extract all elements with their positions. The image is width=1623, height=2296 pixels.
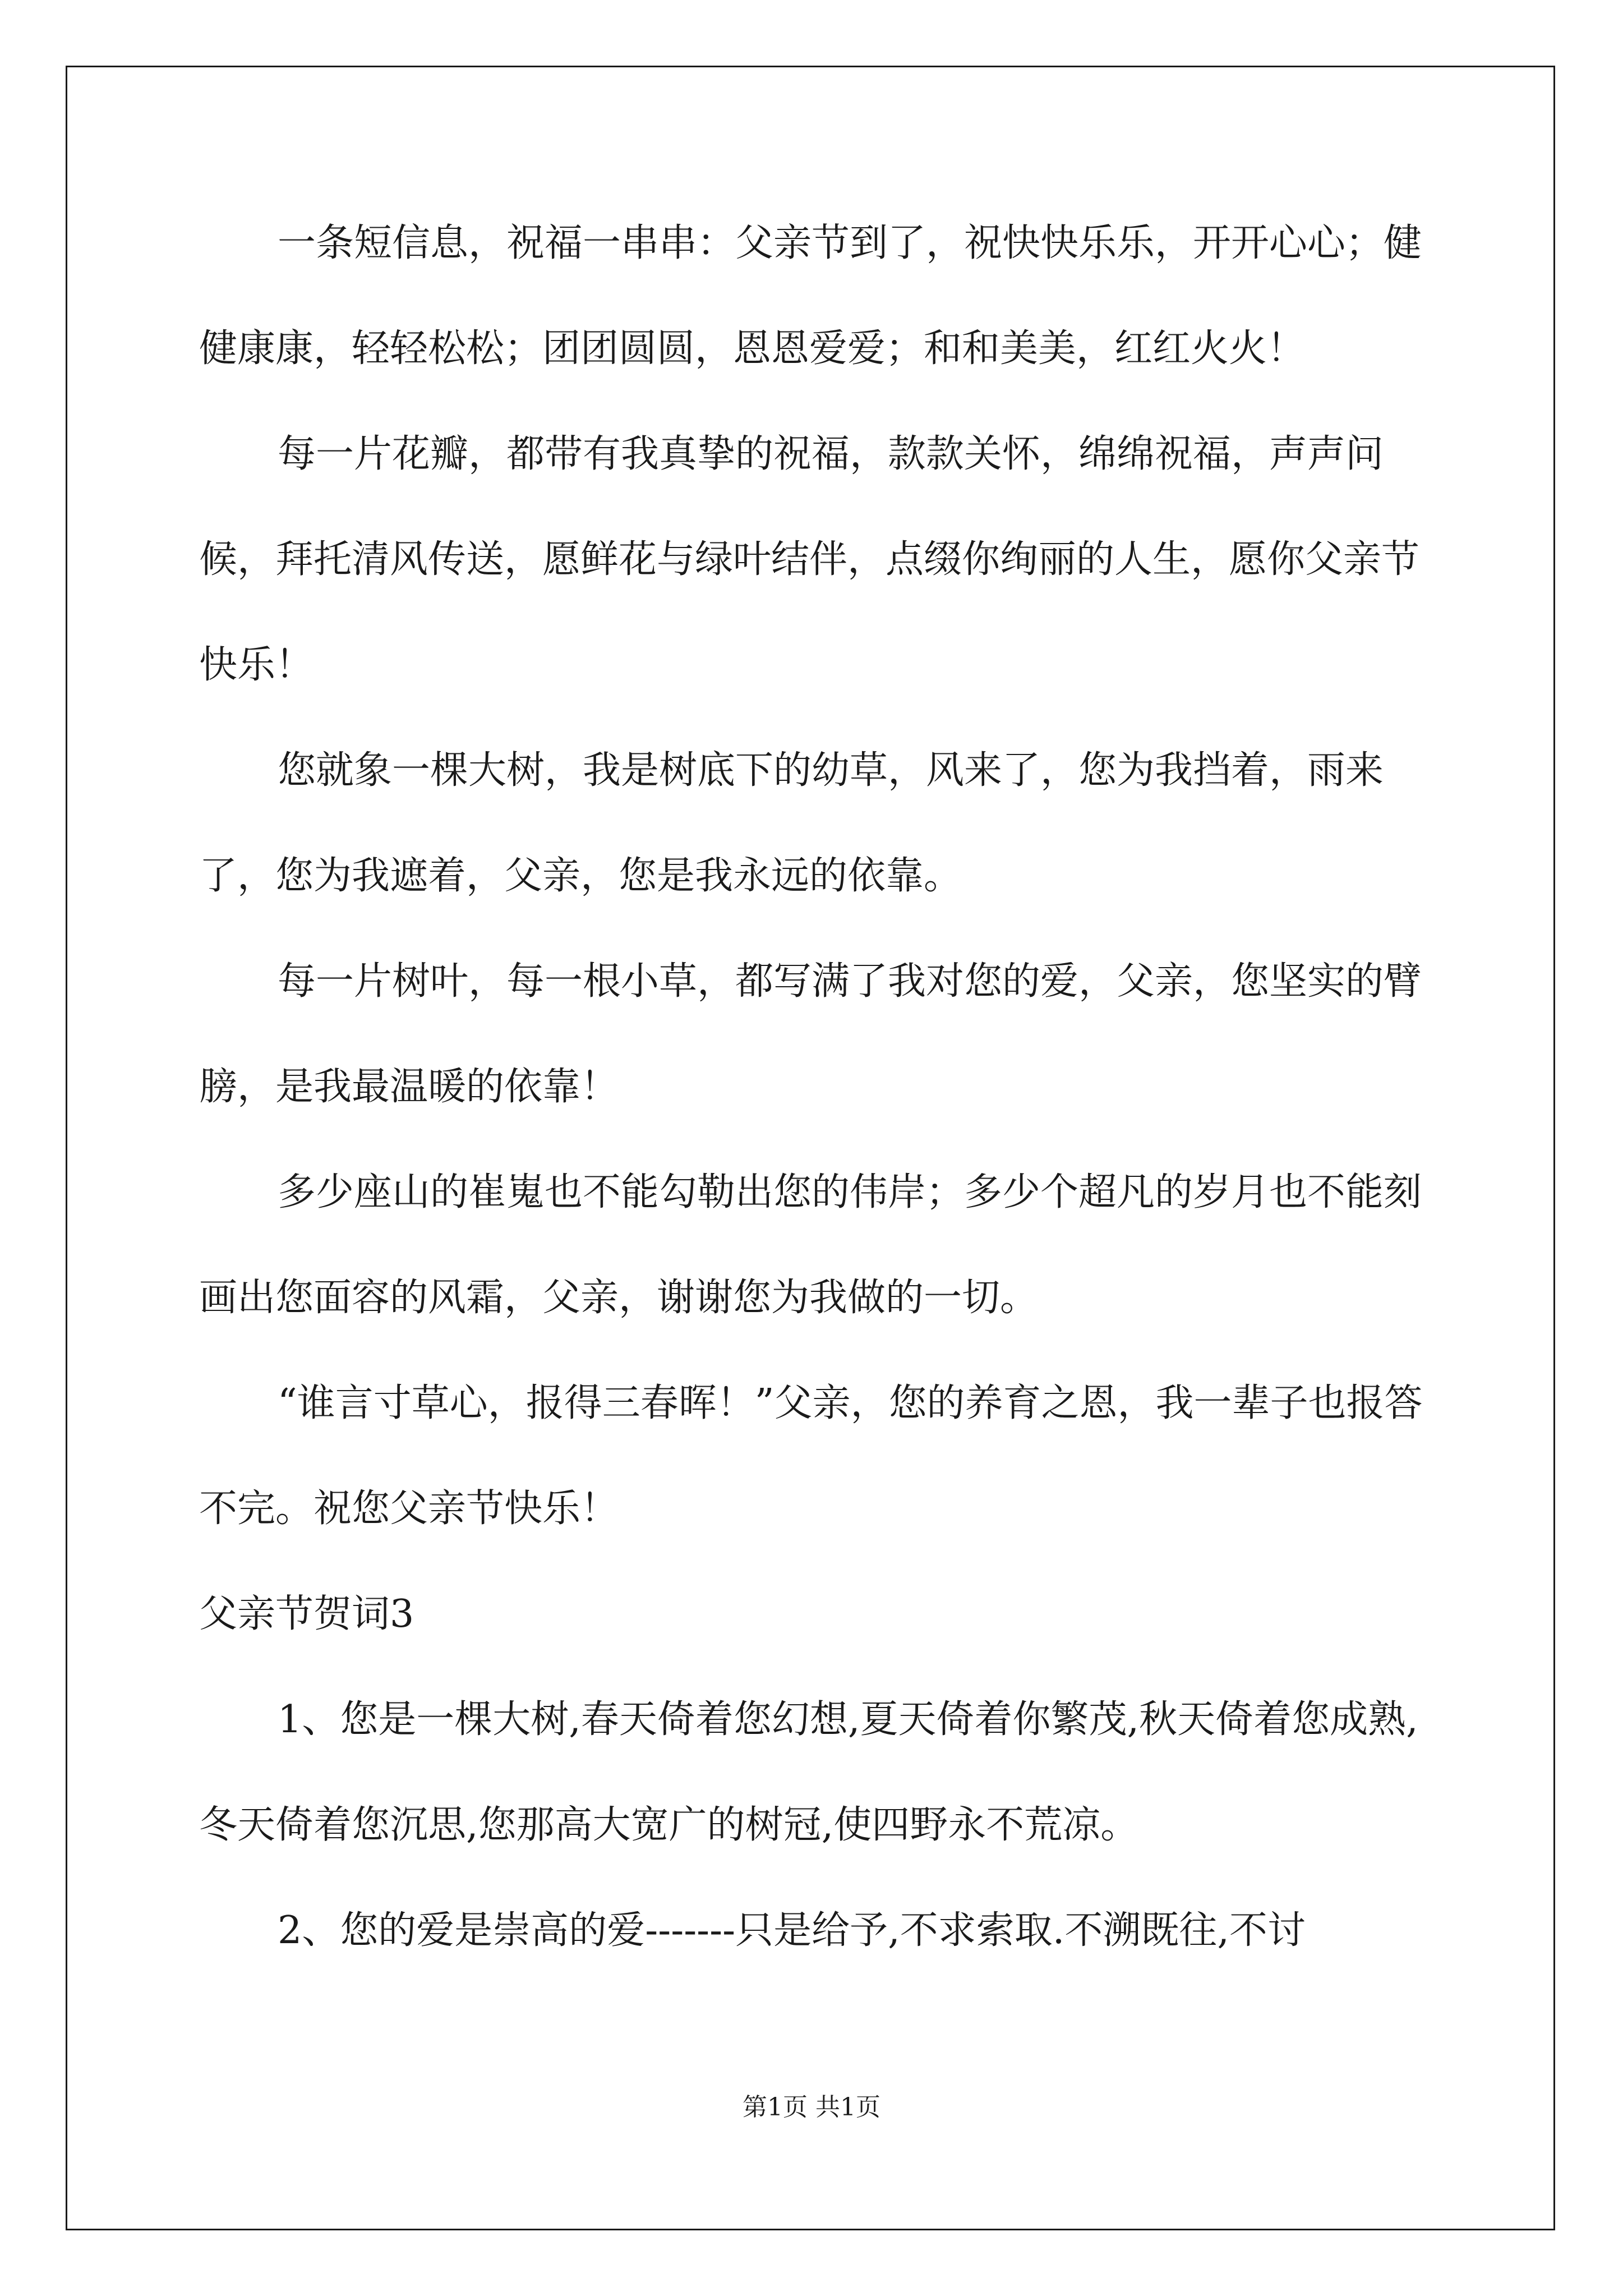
paragraph: 一条短信息，祝福一串串：父亲节到了，祝快快乐乐，开开心心；健健康康，轻轻松松；团团圆圆，恩恩爱爱；和和美美，红红火火！ — [199, 221, 1422, 371]
paragraph: 每一片花瓣，都带有我真挚的祝福，款款关怀，绵绵祝福，声声问候，拜托清风传送，愿鲜花与绿叶结伴，点缀你绚丽的人生，愿你父亲节快乐！ — [199, 432, 1420, 687]
document-body — [199, 191, 1433, 1984]
page-footer: 第1页 共1页 — [743, 2093, 880, 2122]
paragraph: 多少座山的崔嵬也不能勾勒出您的伟岸；多少个超凡的岁月也不能刻画出您面容的风霜，父亲，谢谢您为我做的一切。 — [199, 1170, 1422, 1320]
paragraph: 每一片树叶，每一根小草，都写满了我对您的爱，父亲，您坚实的臂膀，是我最温暖的依靠！ — [199, 959, 1422, 1109]
paragraph: 2、您的爱是崇高的爱-------只是给予,不求索取.不溯既往,不讨 — [278, 1908, 1306, 1953]
paragraph: 您就象一棵大树，我是树底下的幼草，风来了，您为我挡着，雨来了，您为我遮着，父亲，您是我永远的依靠。 — [199, 748, 1384, 898]
paragraph: 1、您是一棵大树,春天倚着您幻想,夏天倚着你繁茂,秋天倚着您成熟,冬天倚着您沉思,您那高大宽广的树冠,使四野永不荒凉。 — [199, 1697, 1418, 1847]
paragraph: “谁言寸草心，报得三春晖！”父亲，您的养育之恩，我一辈子也报答不完。祝您父亲节快乐！ — [199, 1381, 1423, 1531]
section-heading: 父亲节贺词3 — [199, 1592, 414, 1636]
